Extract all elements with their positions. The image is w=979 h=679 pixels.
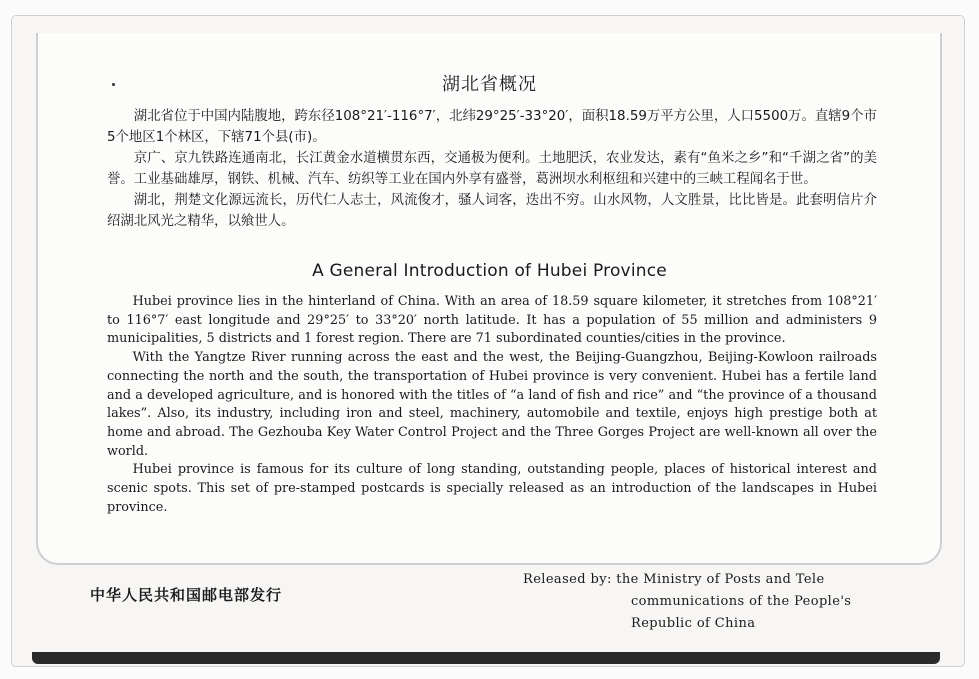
released-by-block	[523, 569, 851, 635]
released-by-line: communications of the People's	[631, 594, 852, 609]
english-paragraph: Hubei province lies in the hinterland of China. With an area of 18.59 square kilometer, it stretches from 108°21′ to 116°7′ east longitude and 29°25′ to 33°20′ north latitude. It has a population of 55 million and administers 9 municipalities, 5 districts and 1 forest region. There are 71 subordinated counties/cities in the province.	[107, 294, 877, 347]
english-title: A General Introduction of Hubei Province	[312, 261, 667, 281]
english-text-block	[107, 293, 877, 517]
folder-bottom-edge	[32, 652, 940, 664]
chinese-title: 湖北省概况	[442, 74, 537, 95]
released-by-line: Republic of China	[631, 616, 756, 631]
english-paragraph: With the Yangtze River running across the east and the west, the Beijing-Guangzhou, Beijing-Kowloon railroads connecting the north and the south, the transportation of Hubei province is very convenient. Hubei has a fertile land and a developed agriculture, and is honored with the titles of “a land of fish and rice” and “the province of a thousand lakes”. Also, its industry, including iron and steel, machinery, automobile and textile, enjoys high prestige both at home and abroad. The Gezhouba Key Water Control Project and the Three Gorges Project are well-known all over the world.	[107, 350, 877, 459]
chinese-paragraph: 湖北省位于中国内陆腹地，跨东径108°21′-116°7′，北纬29°25′-33°20′，面积18.59万平方公里，人口5500万。直辖9个市5个地区1个林区，下辖71个县(市)。	[107, 109, 877, 145]
english-paragraph: Hubei province is famous for its culture of long standing, outstanding people, places of historical interest and scenic spots. This set of pre-stamped postcards is specially released as an introduction of the landscapes in Hubei province.	[107, 462, 877, 515]
chinese-text-block	[107, 106, 877, 232]
chinese-paragraph: 湖北，荆楚文化源远流长，历代仁人志士，风流俊才，骚人词客，迭出不穷。山水风物，人文胜景，比比皆是。此套明信片介绍湖北风光之精华，以飨世人。	[107, 193, 877, 229]
released-by-line: Released by: the Ministry of Posts and Tele	[523, 572, 825, 587]
chinese-paragraph: 京广、京九铁路连通南北，长江黄金水道横贯东西，交通极为便利。土地肥沃，农业发达，素有“鱼米之乡”和“千湖之省”的美誉。工业基础雄厚，钢铁、机械、汽车、纺织等工业在国内外享有盛誉，葛洲坝水利枢纽和兴建中的三峡工程闻名于世。	[107, 151, 877, 187]
publisher-chinese: 中华人民共和国邮电部发行	[90, 586, 283, 604]
